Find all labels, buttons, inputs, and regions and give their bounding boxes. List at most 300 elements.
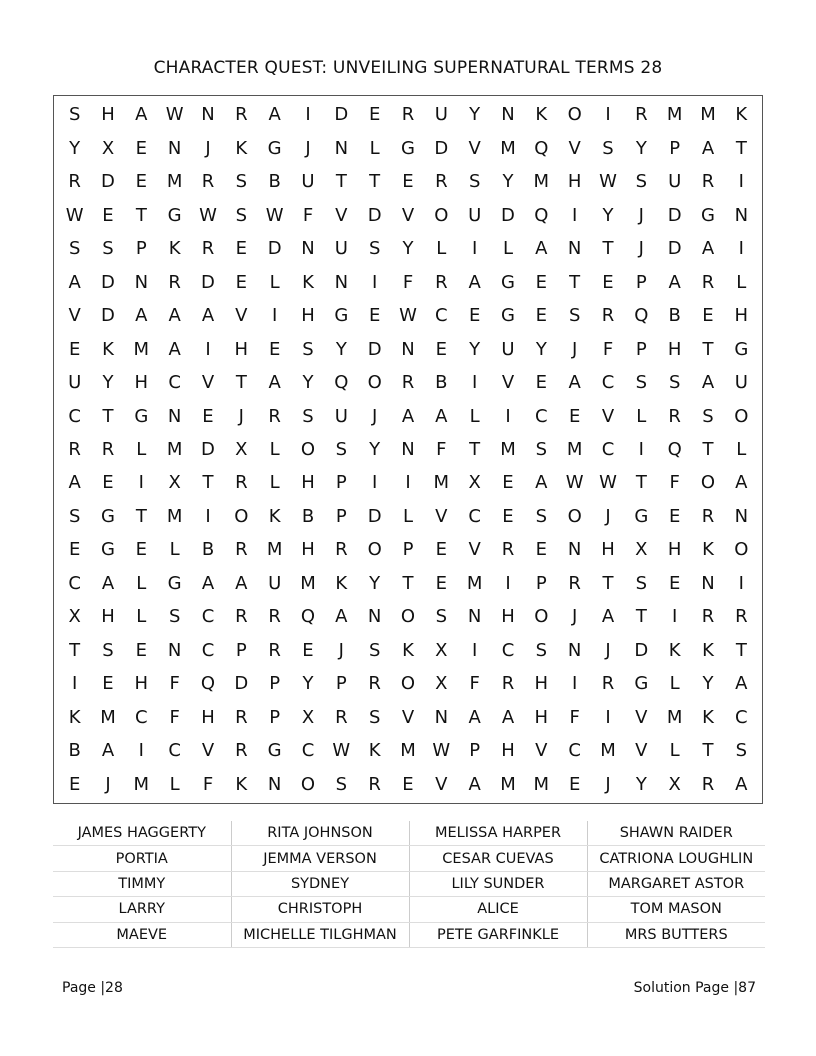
grid-letter: J (638, 238, 644, 260)
grid-letter: T (702, 740, 714, 762)
grid-letter: I (738, 171, 744, 193)
grid-letter: N (434, 706, 449, 728)
grid-letter: N (167, 137, 182, 159)
grid-letter: D (201, 271, 215, 293)
grid-letter: E (402, 171, 414, 193)
grid-letter: C (201, 639, 215, 661)
grid-letter: X (435, 673, 448, 695)
grid-letter: I (638, 438, 644, 460)
word-list-item: MAEVE (53, 922, 231, 947)
grid-letter: J (638, 204, 644, 226)
word-list-item: JEMMA VERSON (231, 846, 409, 871)
grid-letter: B (301, 505, 315, 527)
grid-letter: E (135, 539, 147, 561)
grid-letter: Y (69, 137, 81, 159)
grid-letter: K (368, 740, 381, 762)
word-list-item: LILY SUNDER (409, 871, 587, 896)
grid-letter: L (136, 438, 147, 460)
grid-letter: V (201, 740, 215, 762)
grid-letter: A (101, 740, 115, 762)
grid-letter: A (701, 238, 715, 260)
grid-letter: U (501, 338, 515, 360)
grid-letter: J (605, 505, 611, 527)
grid-letter: B (668, 305, 681, 327)
grid-letter: S (102, 238, 114, 260)
grid-letter: A (468, 271, 481, 293)
grid-letter: K (668, 639, 681, 661)
grid-letter: G (267, 740, 282, 762)
grid-letter: M (666, 706, 683, 728)
grid-letter: W (399, 305, 417, 327)
grid-letter: V (401, 204, 415, 226)
grid-letter: V (68, 305, 81, 327)
grid-letter: A (68, 271, 81, 293)
grid-letter: S (235, 171, 248, 193)
grid-letter: H (534, 673, 549, 695)
grid-letter: L (169, 773, 180, 795)
grid-letter: H (601, 539, 615, 561)
grid-letter: V (501, 372, 515, 394)
grid-letter: H (734, 305, 749, 327)
grid-letter: Y (302, 372, 314, 394)
grid-letter: R (101, 438, 115, 460)
grid-letter: K (302, 271, 314, 293)
grid-letter: Q (534, 137, 549, 159)
grid-letter: N (567, 238, 582, 260)
grid-letter: Q (300, 606, 316, 628)
grid-letter: L (636, 405, 647, 427)
grid-letter: N (401, 438, 415, 460)
grid-letter: R (235, 706, 248, 728)
word-list-item: SHAWN RAIDER (587, 821, 765, 846)
grid-letter: D (234, 673, 249, 695)
grid-letter: M (166, 505, 183, 527)
grid-letter: W (565, 472, 584, 494)
grid-letter: R (268, 639, 281, 661)
grid-letter: I (472, 372, 478, 394)
grid-letter: P (402, 539, 414, 561)
page-title: CHARACTER QUEST: UNVEILING SUPERNATURAL TERMS 28 (153, 58, 663, 78)
grid-letter: O (734, 405, 749, 427)
grid-letter: X (68, 606, 81, 628)
grid-letter: C (68, 405, 81, 427)
grid-letter: P (469, 740, 481, 762)
grid-letter: S (635, 372, 648, 394)
grid-letter: M (666, 104, 683, 126)
grid-letter: V (435, 773, 448, 795)
grid-letter: H (201, 706, 215, 728)
grid-letter: H (134, 372, 149, 394)
grid-letter: B (68, 740, 81, 762)
grid-letter: S (368, 706, 381, 728)
grid-letter: R (235, 539, 248, 561)
word-list (53, 821, 765, 948)
word-list-row (53, 897, 765, 922)
word-list-item: LARRY (53, 897, 231, 922)
grid-letter: I (272, 305, 278, 327)
grid-letter: K (702, 706, 714, 728)
grid-letter: N (734, 505, 749, 527)
grid-letter: K (102, 338, 114, 360)
grid-letter: S (68, 104, 81, 126)
grid-letter: M (500, 137, 516, 159)
grid-letter: R (601, 305, 615, 327)
word-list-item: PETE GARFINKLE (409, 922, 587, 947)
grid-letter: Y (469, 338, 481, 360)
grid-letter: S (302, 405, 314, 427)
grid-letter: L (169, 539, 180, 561)
grid-letter: K (335, 572, 348, 594)
grid-letter: V (601, 405, 615, 427)
grid-letter: I (572, 204, 578, 226)
grid-letter: G (701, 204, 715, 226)
grid-letter: E (68, 539, 81, 561)
grid-letter: X (635, 539, 648, 561)
grid-letter: E (402, 773, 414, 795)
grid-letter: N (467, 606, 482, 628)
grid-letter: J (572, 338, 578, 360)
grid-letter: E (502, 472, 514, 494)
grid-letter: S (602, 137, 614, 159)
grid-letter: G (401, 137, 415, 159)
grid-letter: M (500, 438, 516, 460)
grid-letter: K (402, 639, 414, 661)
grid-letter: I (672, 606, 678, 628)
grid-letter: L (669, 673, 680, 695)
grid-letter: X (668, 773, 681, 795)
grid-letter: A (268, 104, 281, 126)
grid-letter: A (201, 572, 215, 594)
grid-letter: E (302, 639, 314, 661)
grid-letter: X (235, 438, 248, 460)
grid-letter: K (268, 505, 281, 527)
grid-letter: W (199, 204, 217, 226)
grid-letter: P (635, 338, 647, 360)
grid-letter: V (401, 706, 415, 728)
grid-letter: D (367, 338, 382, 360)
grid-letter: E (535, 271, 547, 293)
grid-letter: X (168, 472, 181, 494)
grid-letter: E (102, 204, 114, 226)
grid-letter: A (735, 773, 748, 795)
grid-letter: Q (334, 372, 349, 394)
grid-letter: C (535, 405, 548, 427)
grid-letter: T (569, 271, 581, 293)
grid-letter: E (368, 305, 381, 327)
grid-letter: R (235, 472, 248, 494)
grid-letter: I (405, 472, 411, 494)
grid-letter: U (434, 104, 448, 126)
word-list-item: JAMES HAGGERTY (53, 821, 231, 846)
grid-letter: M (600, 740, 616, 762)
grid-letter: M (100, 706, 116, 728)
grid-letter: N (201, 104, 215, 126)
grid-letter: Y (635, 137, 647, 159)
grid-letter: V (535, 740, 548, 762)
grid-letter: E (602, 271, 614, 293)
grid-letter: R (501, 539, 515, 561)
grid-letter: Q (667, 438, 682, 460)
grid-letter: C (501, 639, 515, 661)
grid-letter: C (435, 305, 448, 327)
grid-letter: T (202, 472, 214, 494)
grid-letter: D (267, 238, 282, 260)
grid-letter: Y (635, 773, 647, 795)
grid-letter: T (135, 505, 147, 527)
grid-letter: S (335, 438, 348, 460)
grid-letter: P (669, 137, 681, 159)
grid-letter: T (402, 572, 414, 594)
grid-letter: G (501, 305, 515, 327)
grid-letter: V (468, 137, 481, 159)
grid-letter: I (738, 572, 744, 594)
grid-letter: L (502, 238, 513, 260)
grid-letter: W (432, 740, 451, 762)
grid-letter: S (235, 204, 248, 226)
grid-letter: T (735, 137, 747, 159)
grid-letter: E (502, 505, 514, 527)
grid-letter: H (301, 539, 315, 561)
grid-letter: I (205, 338, 211, 360)
grid-letter: A (201, 305, 215, 327)
grid-letter: G (634, 673, 649, 695)
grid-letter: L (469, 405, 480, 427)
grid-letter: H (667, 338, 682, 360)
grid-letter: E (202, 405, 214, 427)
grid-letter: Y (702, 673, 714, 695)
grid-letter: R (268, 405, 281, 427)
grid-letter: S (535, 505, 548, 527)
grid-letter: A (101, 572, 115, 594)
grid-letter: P (269, 673, 281, 695)
grid-letter: A (235, 572, 248, 594)
grid-letter: T (69, 639, 81, 661)
word-list-item: TOM MASON (587, 897, 765, 922)
word-list-row (53, 922, 765, 947)
grid-letter: G (101, 505, 115, 527)
grid-letter: D (501, 204, 515, 226)
grid-letter: P (335, 472, 347, 494)
grid-letter: R (435, 171, 448, 193)
grid-letter: H (501, 606, 515, 628)
grid-letter: S (368, 639, 381, 661)
grid-letter: E (235, 271, 247, 293)
word-list-item: CHRISTOPH (231, 897, 409, 922)
grid-letter: K (235, 137, 248, 159)
grid-letter: Y (335, 338, 347, 360)
grid-letter: S (668, 372, 681, 394)
grid-letter: S (635, 572, 648, 594)
grid-letter: E (668, 572, 681, 594)
grid-letter: K (702, 639, 714, 661)
grid-letter: I (72, 673, 78, 695)
grid-letter: A (168, 338, 181, 360)
grid-letter: B (435, 372, 448, 394)
grid-letter: R (668, 405, 681, 427)
grid-letter: R (268, 606, 281, 628)
grid-letter: C (68, 572, 81, 594)
grid-letter: R (701, 171, 715, 193)
grid-letter: E (568, 405, 581, 427)
grid-letter: Y (369, 438, 381, 460)
grid-letter: M (166, 171, 183, 193)
grid-letter: L (269, 438, 280, 460)
grid-letter: E (535, 372, 547, 394)
grid-letter: V (435, 505, 448, 527)
grid-letter: O (700, 472, 716, 494)
grid-letter: R (201, 238, 215, 260)
grid-letter: N (401, 338, 415, 360)
grid-letter: A (601, 606, 615, 628)
grid-letter: E (102, 472, 114, 494)
grid-letter: R (201, 171, 215, 193)
grid-letter: E (668, 505, 681, 527)
grid-letter: M (500, 773, 516, 795)
grid-letter: N (567, 639, 582, 661)
grid-letter: G (167, 572, 182, 594)
grid-letter: D (634, 639, 649, 661)
grid-letter: O (434, 204, 449, 226)
grid-letter: R (368, 773, 381, 795)
word-list-item: MARGARET ASTOR (587, 871, 765, 896)
grid-letter: R (701, 773, 715, 795)
grid-letter: P (535, 572, 547, 594)
grid-letter: P (635, 271, 647, 293)
grid-letter: O (300, 438, 316, 460)
grid-letter: M (533, 171, 550, 193)
grid-letter: C (601, 438, 615, 460)
grid-letter: V (335, 204, 348, 226)
grid-letter: R (701, 271, 715, 293)
grid-letter: R (701, 606, 715, 628)
grid-letter: T (369, 171, 381, 193)
grid-letter: N (167, 639, 182, 661)
grid-letter: H (534, 706, 549, 728)
grid-letter: R (235, 740, 248, 762)
grid-letter: H (101, 104, 115, 126)
grid-letter: L (269, 271, 280, 293)
grid-letter: I (472, 238, 478, 260)
grid-letter: H (667, 539, 682, 561)
grid-letter: G (634, 505, 649, 527)
grid-letter: T (102, 405, 114, 427)
grid-letter: Y (302, 673, 314, 695)
grid-letter: R (235, 606, 248, 628)
grid-letter: I (472, 639, 478, 661)
grid-letter: I (138, 472, 144, 494)
grid-letter: T (602, 238, 614, 260)
grid-letter: A (735, 472, 748, 494)
grid-letter: S (635, 171, 648, 193)
grid-letter: N (134, 271, 149, 293)
page-number: Page |28 (62, 980, 123, 996)
grid-letter: A (701, 137, 715, 159)
grid-letter: S (468, 171, 481, 193)
grid-letter: S (102, 639, 114, 661)
grid-letter: S (435, 606, 448, 628)
grid-letter: H (101, 606, 115, 628)
grid-letter: R (435, 271, 448, 293)
grid-letter: E (235, 238, 247, 260)
grid-letter: W (332, 740, 351, 762)
grid-letter: D (334, 104, 349, 126)
grid-letter: D (101, 305, 115, 327)
grid-letter: I (305, 104, 311, 126)
grid-letter: M (566, 438, 583, 460)
grid-letter: Y (369, 572, 381, 594)
grid-letter: N (267, 773, 282, 795)
grid-letter: N (501, 104, 515, 126)
grid-letter: S (368, 238, 381, 260)
grid-letter: I (505, 572, 511, 594)
grid-letter: R (501, 673, 515, 695)
grid-letter: P (335, 673, 347, 695)
grid-letter: O (400, 673, 416, 695)
grid-letter: E (135, 137, 147, 159)
grid-letter: I (605, 104, 611, 126)
grid-letter: E (135, 171, 147, 193)
grid-letter: L (736, 271, 747, 293)
grid-letter: A (735, 673, 748, 695)
grid-letter: R (735, 606, 748, 628)
grid-letter: O (234, 505, 249, 527)
word-list-row (53, 846, 765, 871)
grid-letter: F (302, 204, 314, 226)
grid-letter: R (635, 104, 648, 126)
grid-letter: R (335, 539, 348, 561)
grid-letter: R (235, 104, 248, 126)
grid-letter: A (401, 405, 415, 427)
grid-letter: E (435, 338, 447, 360)
grid-letter: F (602, 338, 614, 360)
grid-letter: T (235, 372, 247, 394)
grid-letter: A (468, 706, 481, 728)
grid-letter: M (433, 472, 450, 494)
grid-letter: C (201, 606, 215, 628)
grid-letter: H (134, 673, 149, 695)
grid-letter: O (367, 372, 382, 394)
grid-letter: E (535, 305, 547, 327)
grid-letter: S (735, 740, 748, 762)
grid-letter: I (738, 238, 744, 260)
grid-letter: E (68, 338, 81, 360)
grid-letter: S (568, 305, 581, 327)
grid-letter: G (267, 137, 282, 159)
grid-letter: W (599, 472, 617, 494)
grid-letter: K (235, 773, 248, 795)
grid-letter: M (133, 773, 150, 795)
word-list-item: MELISSA HARPER (409, 821, 587, 846)
grid-letter: U (268, 572, 282, 594)
grid-letter: L (669, 740, 680, 762)
grid-letter: F (402, 271, 414, 293)
grid-letter: W (65, 204, 84, 226)
grid-letter: V (235, 305, 248, 327)
word-list-item: CESAR CUEVAS (409, 846, 587, 871)
grid-letter: D (201, 438, 215, 460)
grid-letter: R (401, 104, 415, 126)
grid-letter: U (734, 372, 748, 394)
grid-letter: A (335, 606, 348, 628)
grid-letter: L (269, 472, 280, 494)
grid-letter: F (436, 438, 447, 460)
grid-letter: R (601, 673, 615, 695)
grid-letter: F (169, 673, 180, 695)
grid-letter: G (334, 305, 349, 327)
grid-letter: S (302, 338, 314, 360)
word-list-item: SYDNEY (231, 871, 409, 896)
grid-letter: M (133, 338, 150, 360)
